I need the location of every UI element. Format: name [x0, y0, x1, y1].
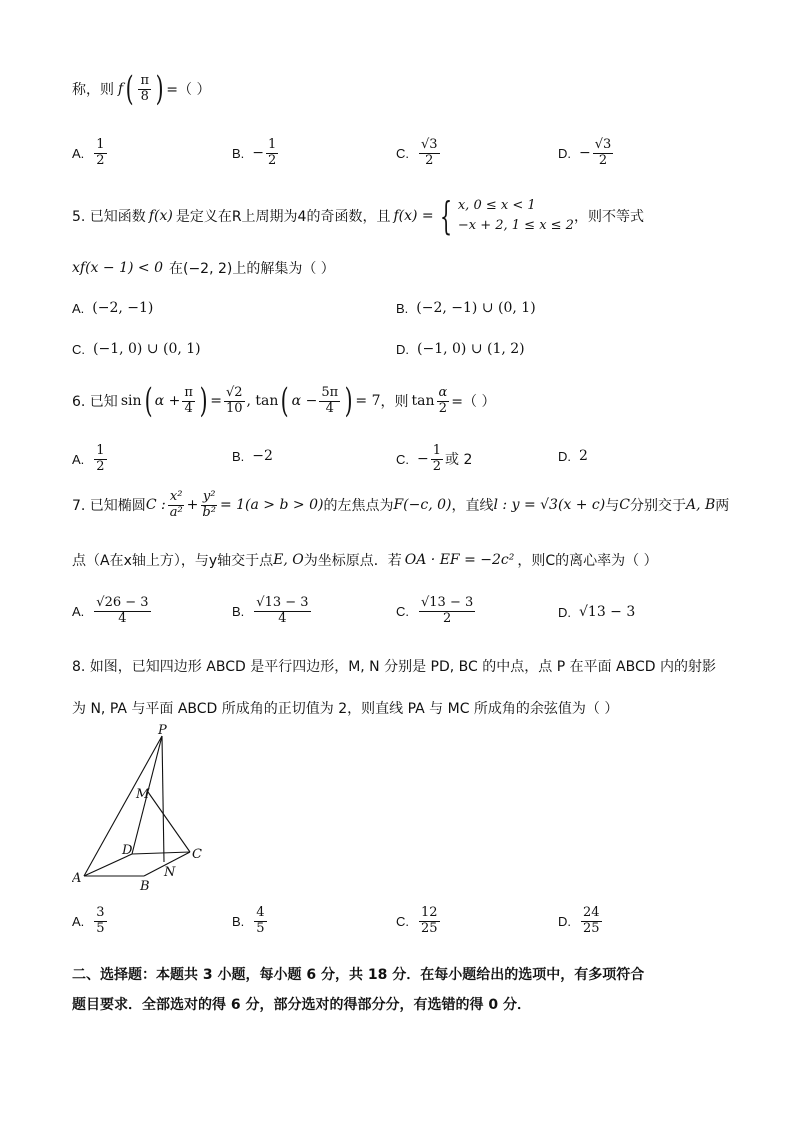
- q8-option-a[interactable]: A. $\frac{3}{5}$: [72, 905, 105, 936]
- q7-option-a[interactable]: A. $\frac{√26 - 3}{4}$: [72, 595, 149, 626]
- q5-option-b[interactable]: B. (−2, −1) ∪ (0, 1): [396, 300, 536, 316]
- geometry-figure: [72, 724, 222, 894]
- edge-MC: [148, 792, 190, 852]
- pi-over-8: $\frac{\pi}{8}$: [140, 72, 149, 104]
- q4-option-b[interactable]: B. − $\frac{1}{2}$: [232, 137, 277, 168]
- q6-stem: 6. 已知 sin ( α + $\frac{\pi}{4}$ ) = $\frac{√2}{10}$ , tan ( α − $\frac{5\pi}{4}$ ) = 7 ，则 tan $\frac{\alpha}{2}$ =（ ）: [72, 381, 496, 421]
- q6-option-c[interactable]: C. − $\frac{1}{2}$ 或 2: [396, 443, 473, 474]
- q5-option-d[interactable]: D. (−1, 0) ∪ (1, 2): [396, 341, 525, 357]
- label-P: P: [158, 724, 167, 738]
- label-C: C: [192, 847, 202, 862]
- q7-stem-line1: 7. 已知椭圆 C : $\frac{\text{x²}}{\text{a²}}$ + $\frac{\text{y²}}{\text{b²}}$ = 1(a > b > 0) 的左焦点为 F(−c, 0) ，直线 l : y = √3(x + c) 与 C 分别交于 A, B 两: [72, 489, 730, 520]
- q4-stem: 称，则 f ( $\frac{\pi}{8}$ ) =（ ）: [72, 69, 211, 109]
- label-D: D: [122, 843, 133, 858]
- q6-option-d[interactable]: D. 2: [558, 448, 588, 464]
- q8-option-d[interactable]: D. $\frac{24}{25}$: [558, 905, 600, 936]
- label-A: A: [72, 871, 82, 886]
- q5-stem-line1: 5. 已知函数 f(x) 是定义在R上周期为4的奇函数，且 f(x) = { x, 0 ≤ x < 1 −x + 2, 1 ≤ x ≤ 2 ，则不等式: [72, 194, 644, 238]
- q5-option-c[interactable]: C. (−1, 0) ∪ (0, 1): [72, 341, 201, 357]
- q8-option-c[interactable]: C. $\frac{12}{25}$: [396, 905, 438, 936]
- q4-option-a[interactable]: A. $\frac{1}{2}$: [72, 137, 105, 168]
- q6-option-b[interactable]: B. −2: [232, 448, 273, 464]
- q7-stem-line2: 点（A在x轴上方），与y轴交于点 E, O 为坐标原点．若 OA · EF = −2c² ，则C的离心率为（ ）: [72, 552, 658, 569]
- q8-stem-line2: 为 N, PA 与平面 ABCD 所成角的正切值为 2，则直线 PA 与 MC 所成角的余弦值为（ ）: [72, 701, 619, 717]
- q8-stem-line1: 8. 如图，已知四边形 ABCD 是平行四边形，M, N 分别是 PD, BC 的中点，点 P 在平面 ABCD 内的射影: [72, 659, 716, 675]
- q7-option-d[interactable]: D. √13 − 3: [558, 604, 636, 620]
- label-N: N: [164, 865, 176, 880]
- q5-stem-line2: xf(x − 1) < 0 在(−2, 2)上的解集为（ ）: [72, 260, 335, 277]
- q4-option-c[interactable]: C. $\frac{√3}{2}$: [396, 137, 438, 168]
- q6-option-a[interactable]: A. $\frac{1}{2}$: [72, 443, 105, 474]
- label-B: B: [140, 879, 150, 894]
- q7-option-b[interactable]: B. $\frac{√13 - 3}{4}$: [232, 595, 309, 626]
- edge-PN: [162, 736, 164, 862]
- section-2-heading-line2: 题目要求．全部选对的得 6 分，部分选对的得部分分，有选错的得 0 分．: [72, 997, 531, 1013]
- q4-option-d[interactable]: D. − $\frac{√3}{2}$: [558, 137, 612, 168]
- q7-option-c[interactable]: C. $\frac{√13 - 3}{2}$: [396, 595, 474, 626]
- q8-option-b[interactable]: B. $\frac{4}{5}$: [232, 905, 265, 936]
- q5-option-a[interactable]: A. (−2, −1): [72, 300, 154, 316]
- section-2-heading-line1: 二、选择题：本题共 3 小题，每小题 6 分，共 18 分．在每小题给出的选项中，有多项符合: [72, 967, 645, 983]
- edge-DC: [132, 852, 190, 854]
- piecewise-cases: x, 0 ≤ x < 1 −x + 2, 1 ≤ x ≤ 2: [457, 198, 574, 233]
- label-M: M: [136, 787, 150, 802]
